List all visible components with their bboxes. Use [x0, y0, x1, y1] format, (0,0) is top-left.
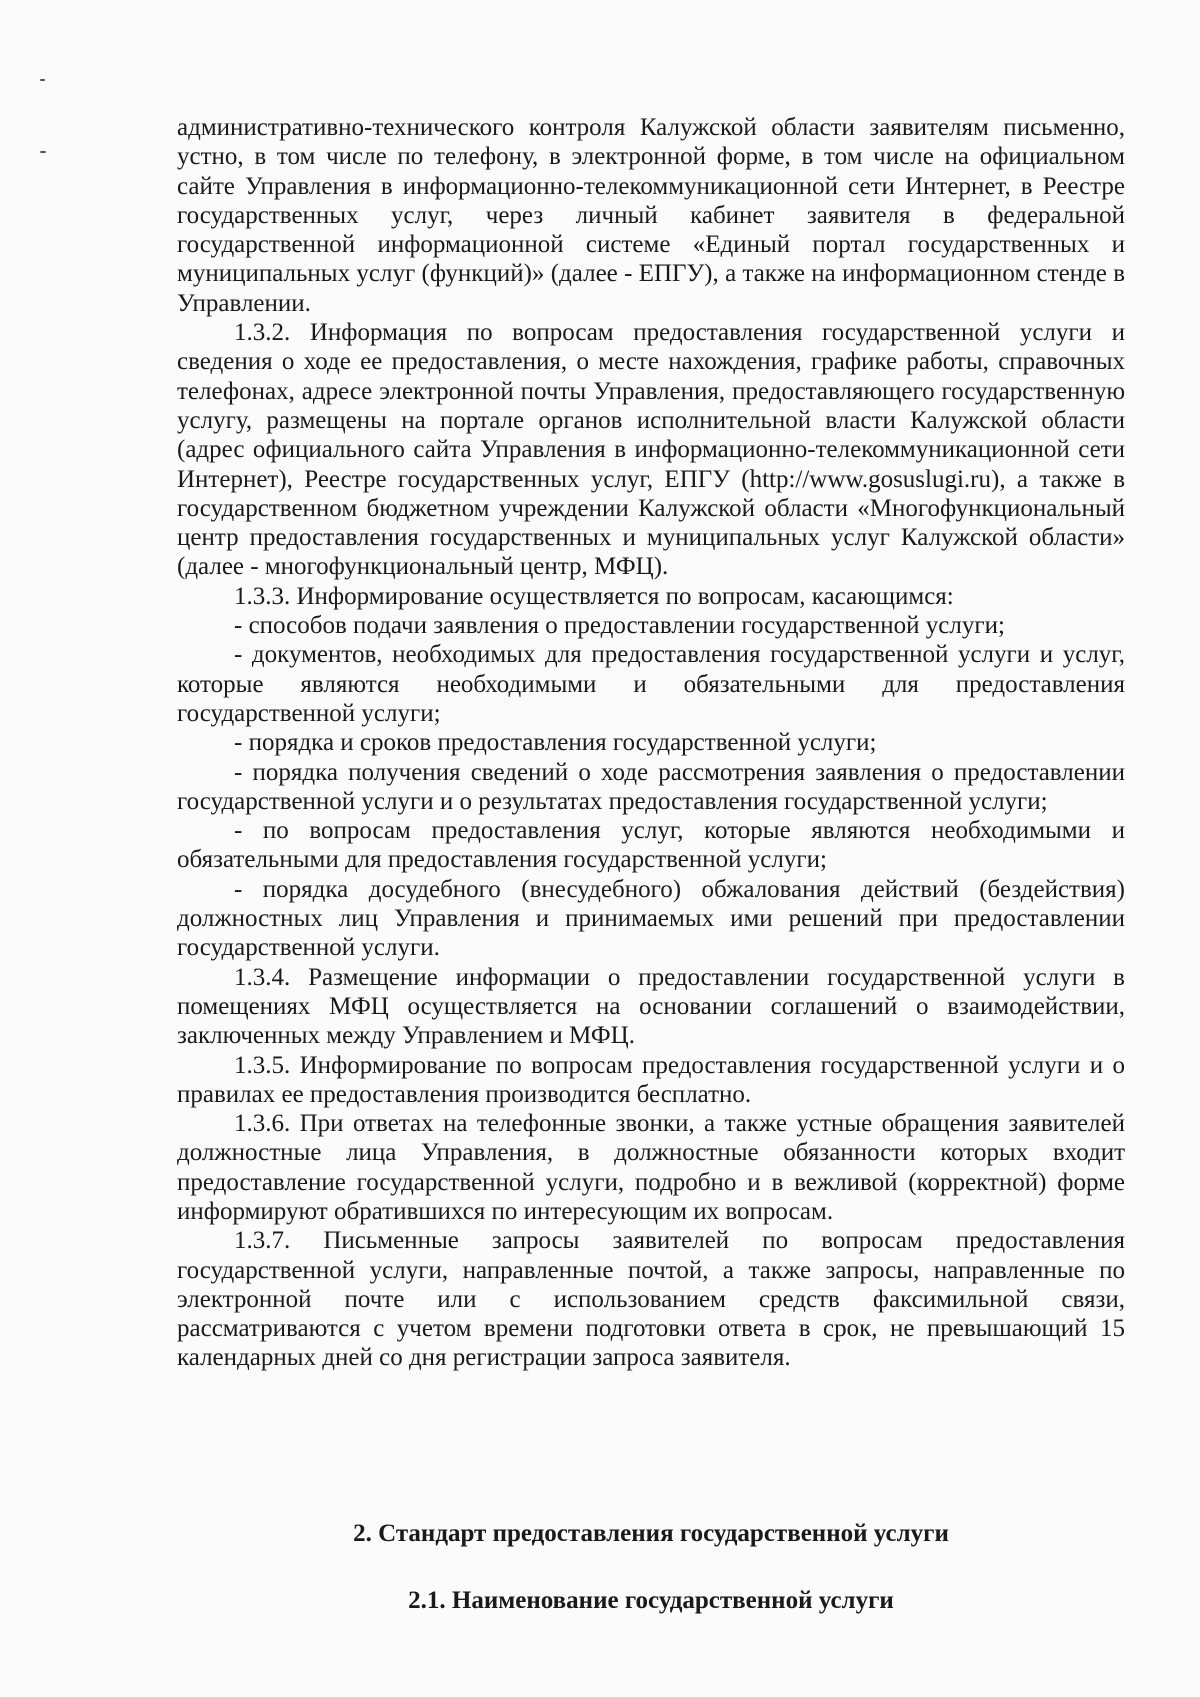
paragraph-1-3-7: 1.3.7. Письменные запросы заявителей по вопросам предоставления государственной услуги, направленные почтой, а также запросы, направленные по электронной почте или с использованием средств факсимильной связи, рассматриваются с учетом времени подготовки ответа в срок, не превышающий 15 календарных дней со дня регистрации запроса заявителя. — [177, 1227, 1125, 1372]
scan-mark — [40, 79, 45, 81]
paragraph-intro: административно-технического контроля Калужской области заявителям письменно, устно, в том числе по телефону, в электронной форме, в том числе на официальном сайте Управления в информационно-телекоммуникационной сети Интернет, в Реестре государственных услуг, через личный кабинет заявителя в федеральной государственной информационной системе «Единый портал государственных и муниципальных услуг (функций)» (далее - ЕПГУ), а также на информационном стенде в Управлении. — [177, 114, 1125, 317]
list-item: - порядка досудебного (внесудебного) обжалования действий (бездействия) должностных лиц Управления и принимаемых ими решений при предоставлении государственной услуги. — [177, 875, 1125, 962]
paragraph-1-3-4: 1.3.4. Размещение информации о предоставлении государственной услуги в помещениях МФЦ осуществляется на основании соглашений о взаимодействии, заключенных между Управлением и МФЦ. — [177, 963, 1125, 1050]
paragraph-1-3-3: 1.3.3. Информирование осуществляется по вопросам, касающимся: — [234, 582, 954, 610]
list-item: - по вопросам предоставления услуг, которые являются необходимыми и обязательными для предоставления государственной услуги; — [177, 817, 1125, 874]
paragraph-1-3-2: 1.3.2. Информация по вопросам предоставления государственной услуги и сведения о ходе ее предоставления, о месте нахождения, графике работы, справочных телефонах, адресе электронной почты Управления, предоставляющего государственную услугу, размещены на портале органов исполнительной власти Калужской области (адрес официального сайта Управления в информационно-телекоммуникационной сети Интернет), Реестре государственных услуг, ЕПГУ (http://www.gosuslugi.ru), а также в государственном бюджетном учреждении Калужской области «Многофункциональный центр предоставления государственных и муниципальных услуг Калужской области» (далее - многофункциональный центр, МФЦ). — [177, 319, 1125, 581]
scan-mark — [40, 151, 46, 153]
list-item: - порядка и сроков предоставления государственной услуги; — [234, 729, 877, 757]
list-item: - порядка получения сведений о ходе рассмотрения заявления о предоставлении государственной услуги и о результатах предоставления государственной услуги; — [177, 758, 1125, 815]
section-heading: 2. Стандарт предоставления государственной услуги — [353, 1520, 949, 1547]
body-text — [177, 113, 1125, 1373]
list-item: - способов подачи заявления о предоставлении государственной услуги; — [234, 612, 1005, 640]
list-item: - документов, необходимых для предоставления государственной услуги и услуг, которые являются необходимыми и обязательными для предоставления государственной услуги; — [177, 641, 1125, 727]
paragraph-1-3-6: 1.3.6. При ответах на телефонные звонки, а также устные обращения заявителей должностные лица Управления, в должностные обязанности которых входит предоставление государственной услуги, подробно и в вежливой (корректной) форме информируют обратившихся по интересующим их вопросам. — [177, 1110, 1125, 1225]
paragraph-1-3-5: 1.3.5. Информирование по вопросам предоставления государственной услуги и о правилах ее предоставления производится бесплатно. — [177, 1051, 1125, 1108]
subsection-heading: 2.1. Наименование государственной услуги — [408, 1587, 894, 1614]
